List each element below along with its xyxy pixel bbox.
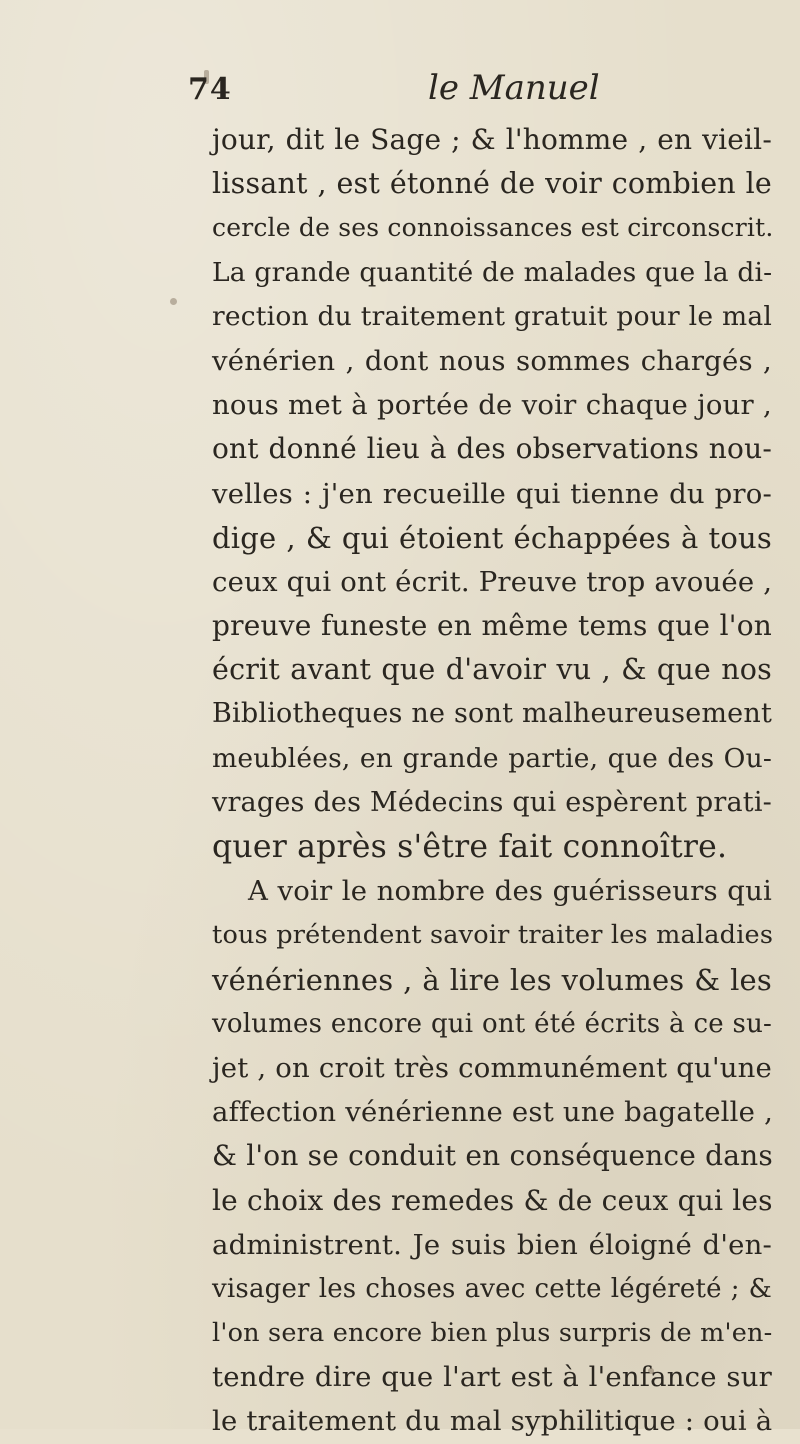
text-line: écrit avant que d'avoir vu , & que nos bbox=[212, 653, 772, 687]
text-line: jet , on croit très communément qu'une bbox=[212, 1051, 772, 1084]
text-line: velles : j'en recueille qui tienne du pro- bbox=[212, 477, 772, 510]
text-line: vrages des Médecins qui espèrent prati- bbox=[212, 786, 772, 818]
text-line: jour, dit le Sage ; & l'homme , en vieil- bbox=[212, 123, 772, 156]
text-line: rection du traitement gratuit pour le mal bbox=[212, 300, 772, 332]
text-line: le traitement du mal syphilitique : oui à bbox=[212, 1405, 773, 1438]
text-line: vénériennes , à lire les volumes & les bbox=[212, 962, 772, 997]
text-line: meublées, en grande partie, que des Ou- bbox=[212, 742, 772, 774]
text-line: ont donné lieu à des observations nou- bbox=[212, 432, 772, 466]
text-line: tendre dire que l'art est à l'enfance sur bbox=[212, 1361, 772, 1394]
page-header bbox=[188, 68, 748, 112]
text-line: affection vénérienne est une bagatelle , bbox=[212, 1096, 774, 1129]
text-line: le choix des remedes & de ceux qui les bbox=[212, 1183, 773, 1217]
page-number: 74 bbox=[188, 72, 232, 107]
text-line: quer après s'être fait connoître. bbox=[212, 829, 728, 865]
ink-speck bbox=[170, 298, 177, 305]
text-line: tous prétendent savoir traiter les maladies bbox=[212, 920, 774, 951]
running-head: le Manuel bbox=[428, 68, 600, 108]
body-text bbox=[212, 118, 772, 1444]
text-line: preuve funeste en même tems que l'on bbox=[212, 609, 772, 643]
text-line: & l'on se conduit en conséquence dans bbox=[212, 1139, 773, 1173]
text-line: vénérien , dont nous sommes chargés , bbox=[212, 344, 772, 377]
text-line: A voir le nombre des guérisseurs qui bbox=[248, 875, 772, 908]
text-line: La grande quantité de malades que la di- bbox=[212, 256, 773, 288]
text-line: l'on sera encore bien plus surpris de m'en- bbox=[212, 1318, 773, 1349]
text-line: cercle de ses connoissances est circonscrit. bbox=[212, 213, 774, 243]
text-line: dige , & qui étoient échappées à tous bbox=[212, 520, 772, 555]
text-line: volumes encore qui ont été écrits à ce su- bbox=[212, 1008, 772, 1039]
text-line: administrent. Je suis bien éloigné d'en- bbox=[212, 1228, 772, 1261]
text-line: visager les choses avec cette légéreté ; & bbox=[212, 1273, 772, 1304]
text-line: Bibliotheques ne sont malheureusement bbox=[212, 698, 772, 730]
text-line: ceux qui ont écrit. Preuve trop avouée , bbox=[212, 565, 773, 598]
text-line: nous met à portée de voir chaque jour , bbox=[212, 389, 772, 422]
text-line: lissant , est étonné de voir combien le bbox=[212, 167, 772, 201]
